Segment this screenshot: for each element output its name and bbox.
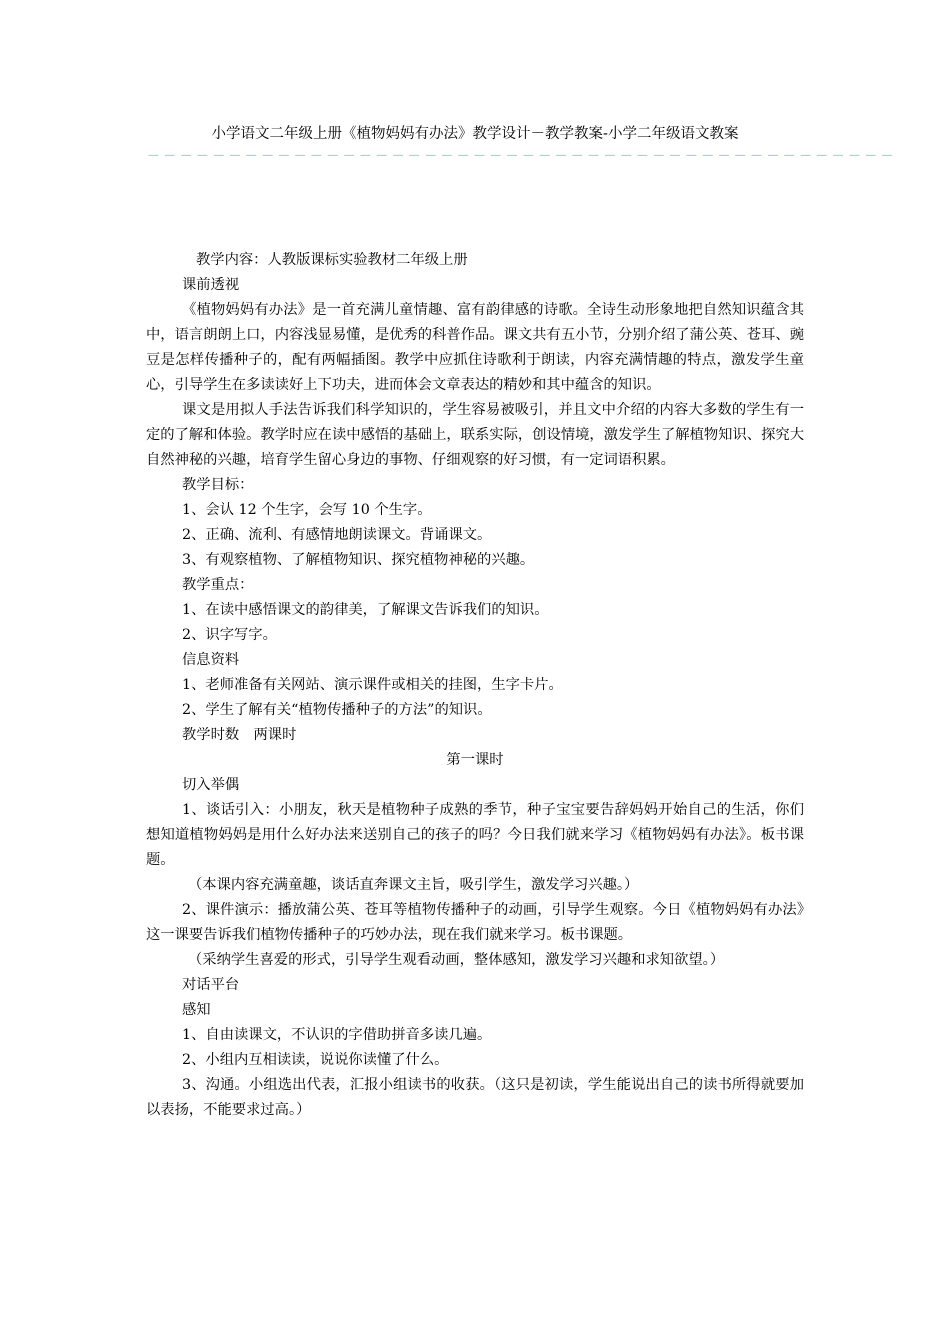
section-heading-perceive: 感知 bbox=[182, 1002, 211, 1018]
list-item: 1、在读中感悟课文的韵律美，了解课文告诉我们的知识。 bbox=[182, 602, 549, 618]
list-item: 1、会认 12 个生字，会写 10 个生字。 bbox=[182, 502, 432, 518]
list-item: 1、老师准备有关网站、演示课件或相关的挂图，生字卡片。 bbox=[182, 677, 563, 693]
section-heading-preview: 课前透视 bbox=[182, 277, 240, 293]
list-item: 2、学生了解有关“植物传播种子的方法”的知识。 bbox=[182, 702, 492, 718]
list-item: 2、识字写字。 bbox=[182, 627, 277, 643]
teaching-hours: 教学时数 两课时 bbox=[182, 727, 297, 743]
list-item: 3、有观察植物、了解植物知识、探究植物神秘的兴趣。 bbox=[182, 552, 535, 568]
paragraph: 《植物妈妈有办法》是一首充满儿童情趣、富有韵律感的诗歌。全诗生动形象地把自然知识蕴含其中，语言朗朗上口，内容浅显易懂，是优秀的科普作品。课文共有五小节，分别介绍了蒲公英、苍耳、豌豆是怎样传播种子的，配有两幅插图。教学中应抓住诗歌利于朗读，内容充满情趣的特点，激发学生童心，引导学生在多读读好上下功夫，进而体会文章表达的精妙和其中蕴含的知识。 bbox=[146, 302, 804, 393]
title-divider: －－－－－－－－－－－－－－－－－－－－－－－－－－－－－－－－－－－－－－－－－－－－－－ bbox=[147, 149, 897, 164]
content-line: 教学内容：人教版课标实验教材二年级上册 bbox=[196, 252, 468, 268]
note: （本课内容充满童趣，谈话直奔课文主旨，吸引学生，激发学习兴趣。） bbox=[188, 877, 639, 893]
section-heading-info: 信息资料 bbox=[182, 652, 240, 668]
paragraph: 1、谈话引入：小朋友，秋天是植物种子成熟的季节，种子宝宝要告辞妈妈开始自己的生活，你们想知道植物妈妈是用什么好办法来送别自己的孩子的吗？今日我们就来学习《植物妈妈有办法》。板书课题。 bbox=[146, 802, 804, 868]
section-heading-focus: 教学重点： bbox=[182, 577, 254, 593]
document-body bbox=[146, 248, 804, 1123]
section-heading-goals: 教学目标： bbox=[182, 477, 254, 493]
note: （采纳学生喜爱的形式，引导学生观看动画，整体感知，激发学习兴趣和求知欲望。） bbox=[188, 952, 725, 968]
paragraph: 2、课件演示：播放蒲公英、苍耳等植物传播种子的动画，引导学生观察。今日《植物妈妈有办法》这一课要告诉我们植物传播种子的巧妙办法，现在我们就来学习。板书课题。 bbox=[146, 902, 804, 943]
list-item: 1、自由读课文，不认识的字借助拼音多读几遍。 bbox=[182, 1027, 492, 1043]
list-item: 2、正确、流利、有感情地朗读课文。背诵课文。 bbox=[182, 527, 492, 543]
document-title: 小学语文二年级上册《植物妈妈有办法》教学设计－教学教案-小学二年级语文教案 bbox=[211, 126, 739, 142]
lesson-title: 第一课时 bbox=[446, 752, 504, 768]
paragraph: 课文是用拟人手法告诉我们科学知识的，学生容易被吸引，并且文中介绍的内容大多数的学生有一定的了解和体验。教学时应在读中感悟的基础上，联系实际，创设情境，激发学生了解植物知识、探究大自然神秘的兴趣，培育学生留心身边的事物、仔细观察的好习惯，有一定词语积累。 bbox=[146, 402, 804, 468]
section-heading-dialog: 对话平台 bbox=[182, 977, 240, 993]
section-heading-intro: 切入举偶 bbox=[182, 777, 240, 793]
list-item: 3、沟通。小组选出代表，汇报小组读书的收获。（这只是初读，学生能说出自己的读书所得就要加以表扬，不能要求过高。） bbox=[146, 1077, 804, 1118]
list-item: 2、小组内互相读读，说说你读懂了什么。 bbox=[182, 1052, 449, 1068]
